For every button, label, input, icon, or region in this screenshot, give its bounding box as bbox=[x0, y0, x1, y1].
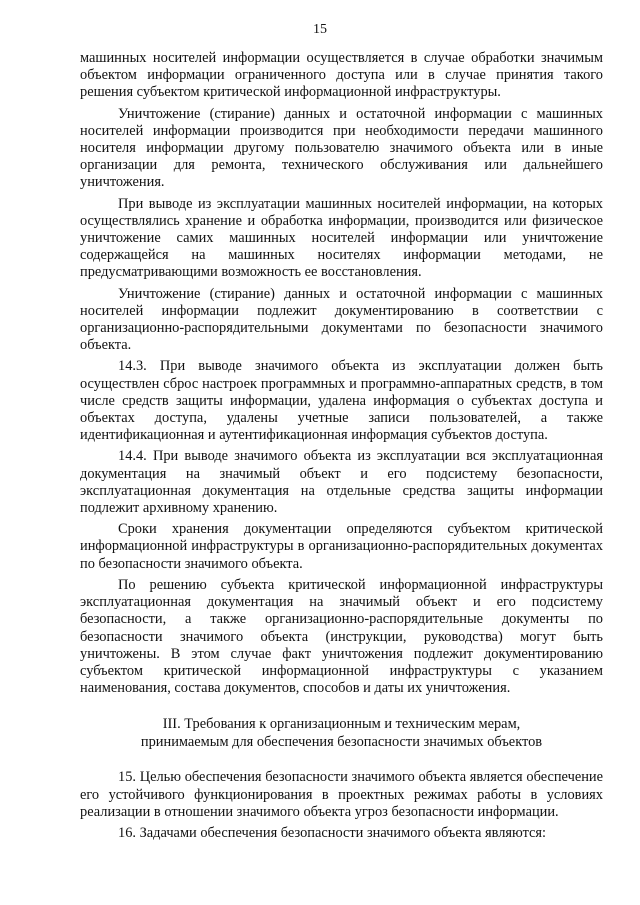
section-heading-line: III. Требования к организационным и техническим мерам, bbox=[162, 716, 521, 733]
paragraph: При выводе из эксплуатации машинных носителей информации, на которых осуществлялись хранение и обработка информации, производится или физическое уничтожение самих машинных носителей информации или уничтожение содержащейся на машинных носителях информации методами, не предусматривающими возможность ее восстановления. bbox=[80, 195, 603, 281]
paragraph: Уничтожение (стирание) данных и остаточной информации с машинных носителей информации подлежит документированию в соответствии с организационно-распорядительными документами по безопасности значимого объекта. bbox=[80, 285, 603, 354]
paragraph: 14.3. При выводе значимого объекта из эксплуатации должен быть осуществлен сброс настроек программных и программно-аппаратных средств, в том числе средств защиты информации, удалена информация о субъектах доступа и объектах доступа, удалены учетные записи пользователей, а также идентификационная и аутентификационная информация субъектов доступа. bbox=[80, 358, 603, 444]
paragraph: Уничтожение (стирание) данных и остаточной информации с машинных носителей информации производится при необходимости передачи машинного носителя информации другому пользователю значимого объекта или в иные организации для ремонта, технического обслуживания или дальнейшего уничтожения. bbox=[80, 105, 603, 191]
paragraph: 16. Задачами обеспечения безопасности значимого объекта являются: bbox=[118, 824, 547, 841]
document-body bbox=[80, 50, 603, 846]
paragraph: По решению субъекта критической информационной инфраструктуры эксплуатационная документация на значимый объект и его подсистему безопасности, а также организационно-распорядительные документы по безопасности значимого объекта (инструкции, руководства) могут быть уничтожены. В этом случае факт уничтожения подлежит документированию субъектом критической информационной инфраструктуры с указанием наименования, состава документов, способов и даты их уничтожения. bbox=[80, 576, 603, 697]
paragraph: Сроки хранения документации определяются субъектом критической информационной инфраструктуры в организационно-распорядительных документах по безопасности значимого объекта. bbox=[80, 521, 603, 572]
paragraph-continuation: машинных носителей информации осуществляется в случае обработки значимым объектом информации ограниченного доступа или в случае принятия такого решения субъектом критической информационной инфраструктуры. bbox=[80, 50, 603, 101]
paragraph: 14.4. При выводе значимого объекта из эксплуатации вся эксплуатационная документация на значимый объект и его подсистему безопасности, эксплуатационная документация на отдельные средства защиты информации подлежит архивному хранению. bbox=[80, 448, 603, 517]
section-heading-line: принимаемым для обеспечения безопасности значимых объектов bbox=[140, 734, 543, 751]
section-heading bbox=[80, 715, 603, 751]
paragraph: 15. Целью обеспечения безопасности значимого объекта является обеспечение его устойчивого функционирования в проектных режимах работы в условиях реализации в отношении значимого объекта угроз безопасности информации. bbox=[80, 769, 603, 820]
page-number: 15 bbox=[313, 22, 327, 37]
